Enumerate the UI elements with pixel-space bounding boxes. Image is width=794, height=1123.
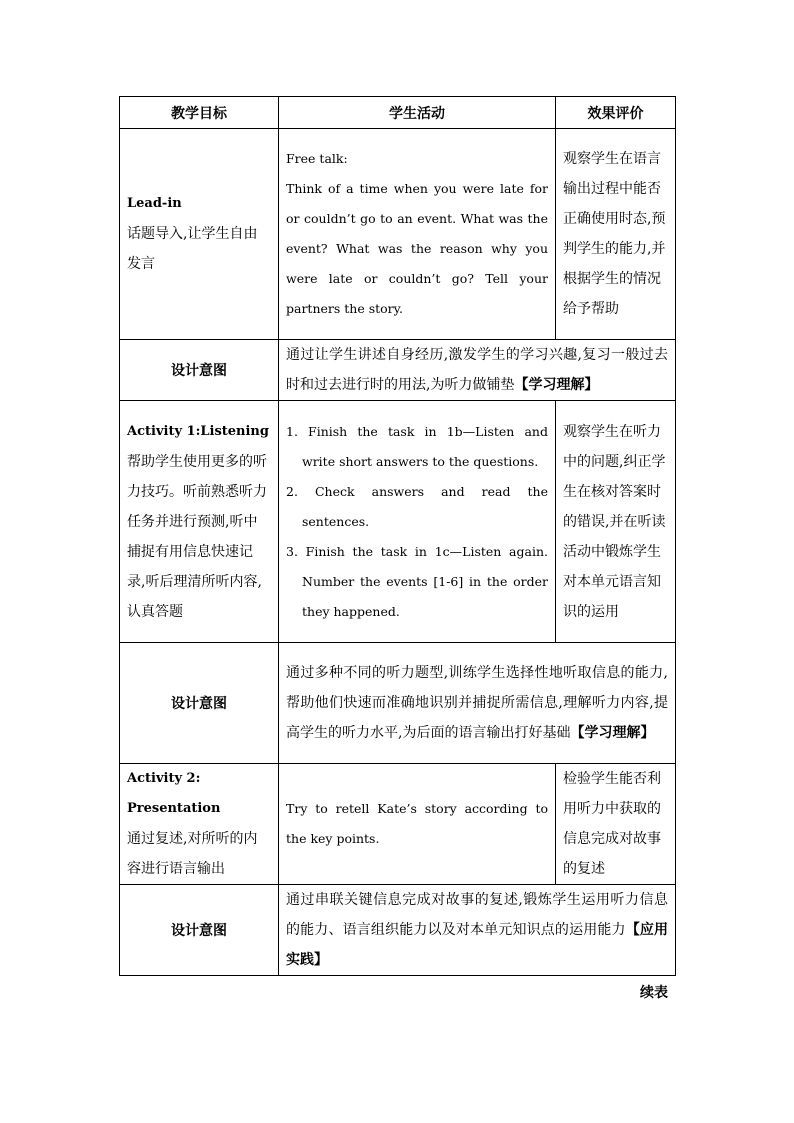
leadin-eval: 观察学生在语言输出过程中能否正确使用时态,预判学生的能力,并根据学生的情况给予帮助 — [563, 151, 666, 317]
design3-cell — [279, 885, 676, 976]
leadin-activity-label: Free talk: — [286, 151, 348, 166]
design2-cell — [279, 643, 676, 764]
design1-label: 设计意图 — [120, 340, 279, 401]
header-row — [120, 97, 676, 129]
header-activity: 学生活动 — [279, 97, 556, 129]
header-eval: 效果评价 — [556, 97, 676, 129]
activity1-steps — [286, 417, 548, 627]
leadin-activity-cell — [279, 129, 556, 340]
activity2-title1: Activity 2: — [127, 771, 201, 786]
list-item: 3. Finish the task in 1c—Listen again. Number the events [1-6] in the order they happened. — [286, 543, 548, 619]
design2-label: 设计意图 — [120, 643, 279, 764]
list-item: 1. Finish the task in 1b—Listen and write short answers to the questions. — [286, 423, 548, 469]
design1-tag: 【学习理解】 — [514, 377, 599, 393]
leadin-goal-cell — [120, 129, 279, 340]
activity1-eval-cell — [556, 401, 676, 643]
leadin-title: Lead-in — [127, 196, 182, 211]
activity2-goal: 通过复述,对所听的内容进行语言输出 — [127, 831, 258, 877]
header-goal: 教学目标 — [120, 97, 279, 129]
activity1-steps-cell — [279, 401, 556, 643]
activity2-activity-cell — [279, 764, 556, 885]
activity2-row — [120, 764, 676, 885]
activity2-eval: 检验学生能否利用听力中获取的信息完成对故事的复述 — [563, 771, 661, 877]
activity2-goal-cell — [120, 764, 279, 885]
activity2-title2: Presentation — [127, 801, 221, 816]
activity1-goal-cell — [120, 401, 279, 643]
design2-text: 通过多种不同的听力题型,训练学生选择性地听取信息的能力,帮助他们快速而准确地识别并捕捉所需信息,理解听力内容,提高学生的听力水平,为后面的语言输出打好基础 — [286, 665, 668, 741]
activity2-eval-cell — [556, 764, 676, 885]
leadin-goal: 话题导入,让学生自由发言 — [127, 226, 258, 272]
design3-row — [120, 885, 676, 976]
design3-label: 设计意图 — [120, 885, 279, 976]
design1-row — [120, 340, 676, 401]
design3-tag: 【应用实践】 — [286, 922, 669, 968]
design2-tag: 【学习理解】 — [570, 725, 655, 741]
design2-row — [120, 643, 676, 764]
design3-text: 通过串联关键信息完成对故事的复述,锻炼学生运用听力信息的能力、语言组织能力以及对本单元知识点的运用能力 — [286, 892, 668, 938]
activity1-title: Activity 1:Listening — [127, 423, 269, 439]
leadin-row — [120, 129, 676, 340]
leadin-eval-cell — [556, 129, 676, 340]
design1-cell — [279, 340, 676, 401]
leadin-activity: Think of a time when you were late for or couldn’t go to an event. What was the event? What was the reason why you were late or couldn’t go? Tell your partners the story. — [286, 181, 548, 316]
continued-label: 续表 — [640, 985, 668, 1001]
activity1-eval: 观察学生在听力中的问题,纠正学生在核对答案时的错误,并在听读活动中锻炼学生对本单元语言知识的运用 — [563, 423, 666, 620]
design1-text: 通过让学生讲述自身经历,激发学生的学习兴趣,复习一般过去时和过去进行时的用法,为听力做铺垫 — [286, 347, 668, 393]
activity1-goal: 帮助学生使用更多的听力技巧。听前熟悉听力任务并进行预测,听中捕捉有用信息快速记录,听后理清所听内容,认真答题 — [127, 453, 267, 620]
activity2-activity: Try to retell Kate’s story according to the key points. — [286, 801, 548, 846]
list-item: 2. Check answers and read the sentences. — [286, 483, 548, 529]
lesson-plan-table — [119, 96, 676, 976]
activity1-row — [120, 401, 676, 643]
